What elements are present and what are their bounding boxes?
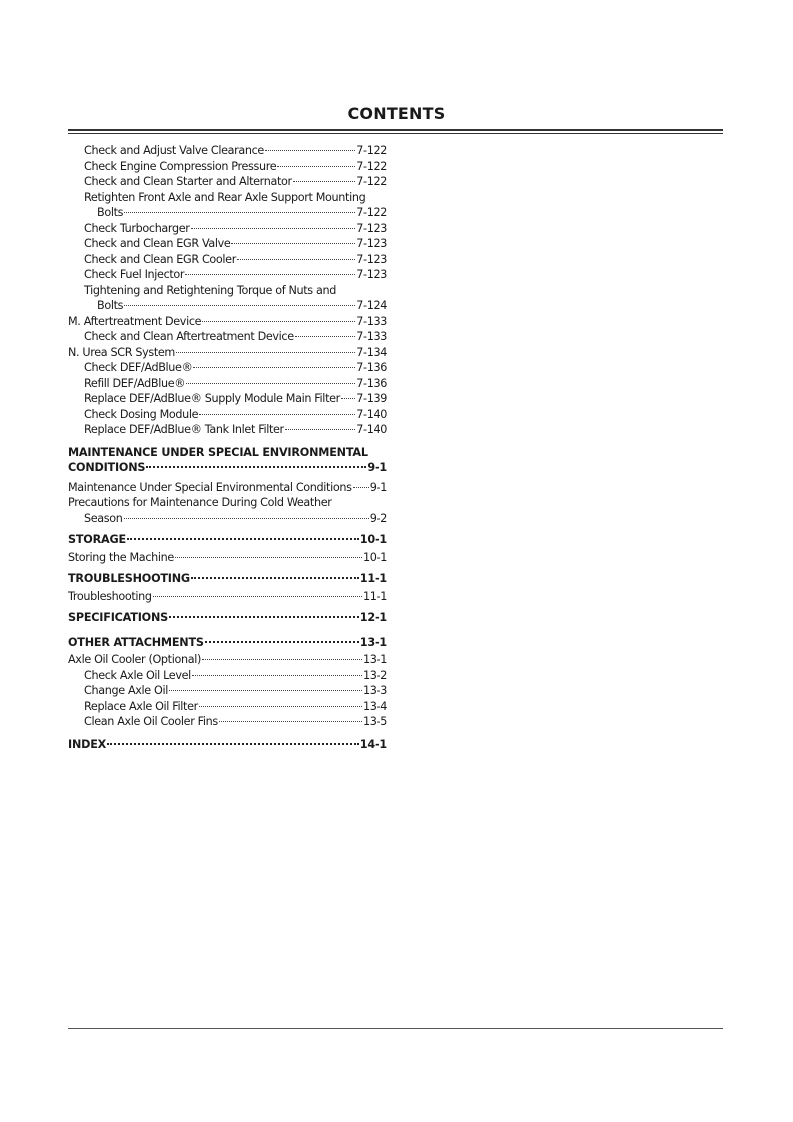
toc-entry[interactable]: Troubleshooting 11-1 [68, 589, 387, 603]
table-of-contents [68, 143, 387, 752]
toc-entry[interactable]: Check and Clean Starter and Alternator 7-122 [84, 175, 387, 188]
toc-chapter-heading[interactable]: TROUBLESHOOTING 11-1 [68, 572, 387, 585]
title-rule-thin [68, 133, 723, 134]
toc-entry[interactable]: Check Turbocharger 7-123 [84, 221, 387, 235]
toc-chapter-heading[interactable]: SPECIFICATIONS 12-1 [68, 611, 387, 624]
toc-entry[interactable]: Check and Adjust Valve Clearance 7-122 [84, 144, 387, 157]
toc-entry[interactable]: Replace DEF/AdBlue® Tank Inlet Filter 7-140 [84, 423, 387, 436]
toc-entry-continuation[interactable]: Season 9-2 [84, 511, 387, 525]
toc-entry[interactable]: Check Axle Oil Level 13-2 [84, 668, 387, 682]
toc-section-entry[interactable]: M. Aftertreatment Device 7-133 [68, 314, 387, 328]
title-rule-thick [68, 129, 723, 131]
toc-entry[interactable]: Check Fuel Injector 7-123 [84, 268, 387, 281]
toc-entry[interactable]: Axle Oil Cooler (Optional) 13-1 [68, 653, 387, 666]
toc-chapter-heading[interactable]: CONDITIONS 9-1 [68, 461, 387, 474]
toc-entry-continuation[interactable]: Bolts 7-124 [97, 299, 387, 312]
toc-entry[interactable]: Clean Axle Oil Cooler Fins 13-5 [84, 715, 387, 728]
toc-entry[interactable]: Check Dosing Module 7-140 [84, 407, 387, 421]
toc-entry-line1[interactable]: Retighten Front Axle and Rear Axle Support Mounting [84, 190, 366, 204]
toc-entry[interactable]: Replace Axle Oil Filter 13-4 [84, 699, 387, 713]
toc-chapter-heading[interactable]: INDEX 14-1 [68, 737, 387, 751]
toc-entry-line1[interactable]: Precautions for Maintenance During Cold Weather [68, 496, 332, 509]
toc-entry[interactable]: Check and Clean EGR Cooler 7-123 [84, 252, 387, 266]
toc-chapter-heading[interactable]: OTHER ATTACHMENTS 13-1 [68, 635, 387, 649]
toc-chapter-heading-line1[interactable]: MAINTENANCE UNDER SPECIAL ENVIRONMENTAL [68, 445, 368, 459]
toc-entry[interactable]: Storing the Machine 10-1 [68, 550, 387, 564]
toc-entry[interactable]: Refill DEF/AdBlue® 7-136 [84, 376, 387, 390]
toc-chapter-heading[interactable]: STORAGE 10-1 [68, 533, 387, 546]
footer-rule [68, 1028, 723, 1029]
toc-entry-line1[interactable]: Tightening and Retightening Torque of Nuts and [84, 283, 336, 297]
toc-entry[interactable]: Check Engine Compression Pressure 7-122 [84, 159, 387, 173]
toc-entry[interactable]: Maintenance Under Special Environmental Conditions 9-1 [68, 480, 387, 494]
toc-entry[interactable]: Check and Clean Aftertreatment Device 7-133 [84, 330, 387, 343]
toc-entry-continuation[interactable]: Bolts 7-122 [97, 206, 387, 219]
toc-entry[interactable]: Check and Clean EGR Valve 7-123 [84, 237, 387, 250]
toc-entry[interactable]: Change Axle Oil 13-3 [84, 684, 387, 697]
toc-entry[interactable]: Replace DEF/AdBlue® Supply Module Main Filter 7-139 [84, 392, 387, 405]
toc-entry[interactable]: Check DEF/AdBlue® 7-136 [84, 361, 387, 374]
page-title: CONTENTS [347, 104, 446, 123]
toc-section-entry[interactable]: N. Urea SCR System 7-134 [68, 345, 387, 359]
